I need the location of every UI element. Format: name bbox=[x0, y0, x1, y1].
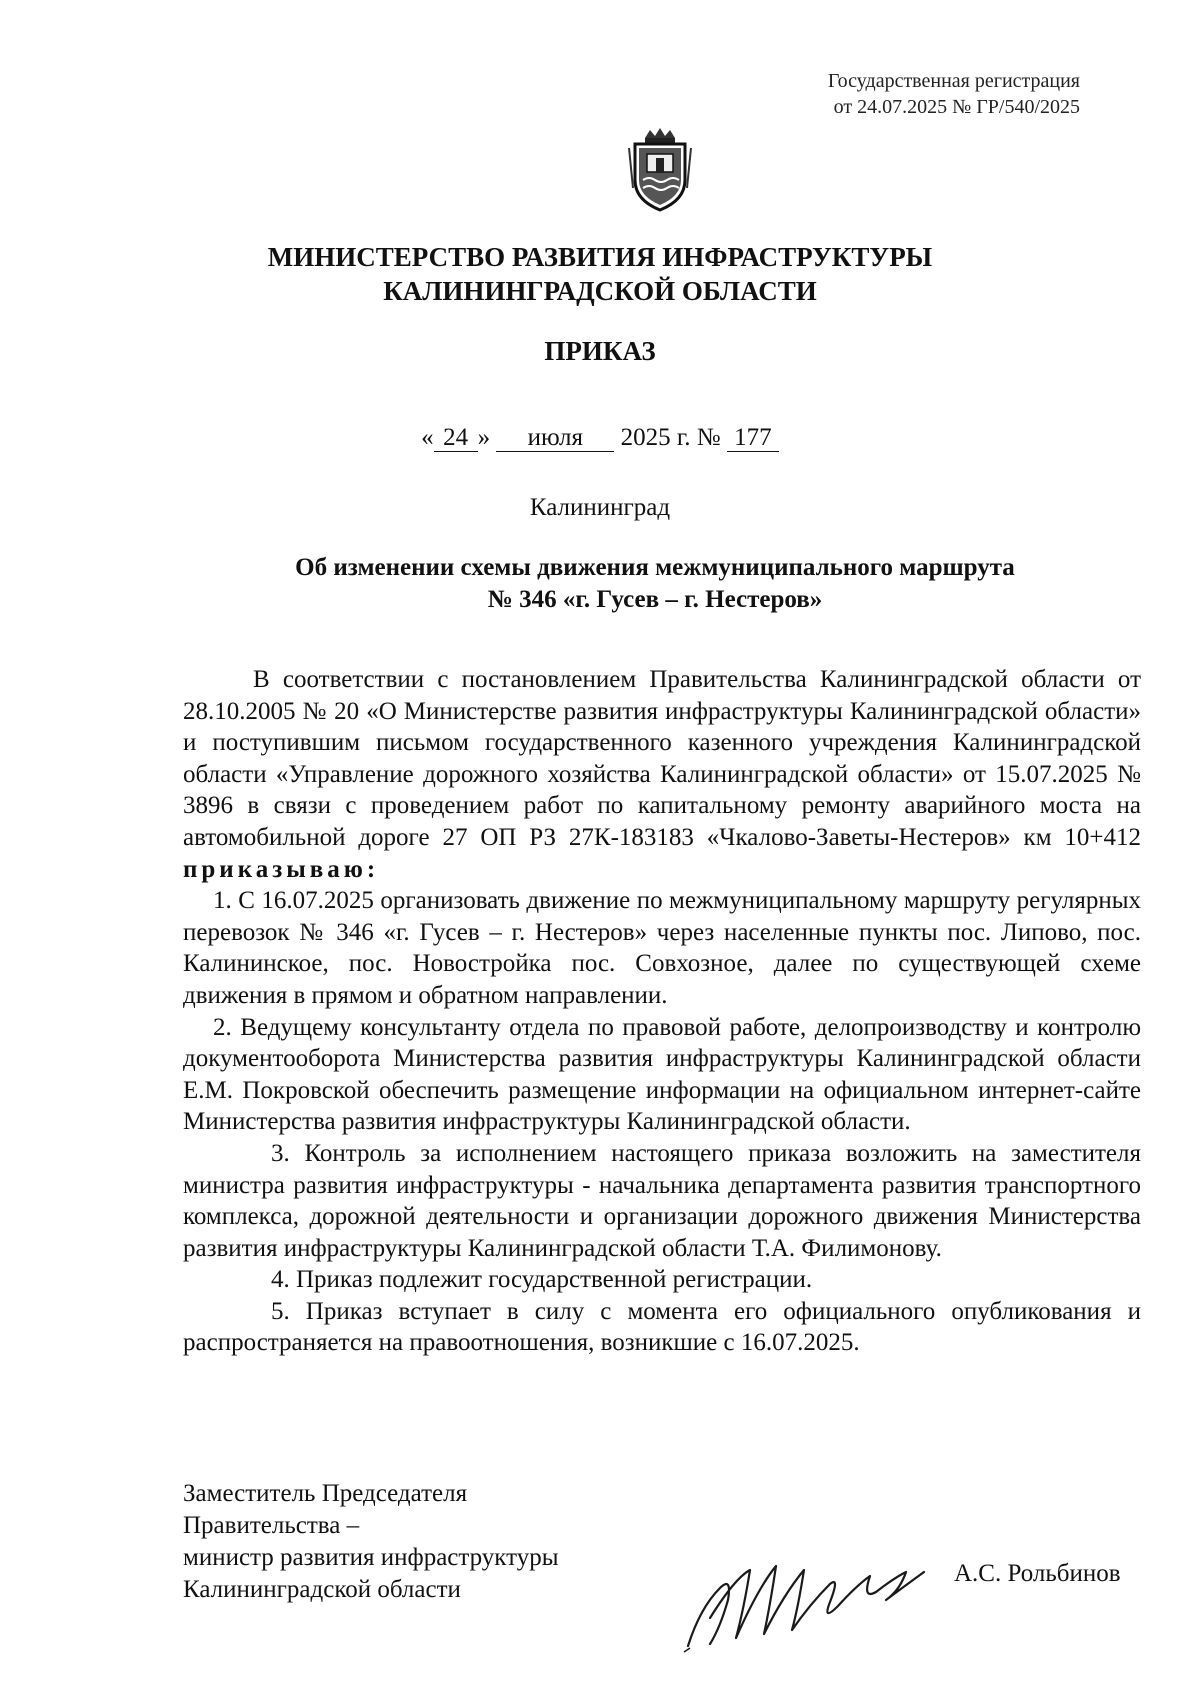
order-item-4: 4. Приказ подлежит государственной регистрации. bbox=[271, 1266, 813, 1294]
signer-title bbox=[183, 1478, 559, 1606]
coat-of-arms-icon bbox=[625, 128, 695, 212]
signer-title-line-3: министр развития инфраструктуры bbox=[183, 1544, 559, 1571]
order-item-5: 5. Приказ вступает в силу с момента его официального опубликования и распространяется на правоотношения, возникшие с 16.07.2025. bbox=[183, 1297, 1141, 1357]
order-word: приказываю: bbox=[183, 855, 380, 883]
preamble-text: В соответствии с постановлением Правительства Калининградской области от 28.10.2005 № 20 «О Министерстве развития инфраструктуры Калининградской области» и поступившим письмом государственного казенного учреждения Калининградской области «Управление дорожного хозяйства Калининградской области» от 15.07.2025 № 3896 в связи с проведением работ по капитальному ремонту аварийного моста на автомобильной дороге 27 ОП РЗ 27К-183183 «Чкалово-Заветы-Нестеров» км 10+412 bbox=[183, 666, 1141, 851]
signer-name: А.С. Рольбинов bbox=[954, 1560, 1121, 1587]
date-year: 2025 г. № bbox=[620, 424, 721, 451]
order-body bbox=[183, 664, 1141, 1359]
signer-title-line-4: Калининградской области bbox=[183, 1576, 461, 1603]
subject-line-1: Об изменении схемы движения межмуниципального маршрута bbox=[295, 554, 1015, 581]
handwritten-signature bbox=[680, 1548, 940, 1658]
registration-stamp bbox=[828, 68, 1080, 120]
date-month: июля bbox=[496, 425, 614, 452]
date-day: 24 bbox=[434, 425, 478, 452]
document-type: ПРИКАЗ bbox=[544, 336, 656, 366]
order-item-1: 1. С 16.07.2025 организовать движение по межмуниципальному маршруту регулярных перевозок № 346 «г. Гусев – г. Нестеров» через населенные пункты пос. Липово, пос. Калининское, пос. Новостройка пос. Совхозное, далее по существующей схеме движения в прямом и обратном направлении. bbox=[183, 887, 1141, 1009]
subject-line-2: № 346 «г. Гусев – г. Нестеров» bbox=[487, 586, 823, 613]
city: Калининград bbox=[529, 494, 671, 521]
order-date-number bbox=[0, 424, 1200, 452]
preamble-paragraph bbox=[183, 664, 1141, 885]
ministry-line-2: КАЛИНИНГРАДСКОЙ ОБЛАСТИ bbox=[383, 276, 817, 306]
date-close-quote: » bbox=[477, 424, 491, 451]
order-item-2: 2. Ведущему консультанту отдела по правовой работе, делопроизводству и контролю документооборота Министерства развития инфраструктуры Калининградской области Е.М. Покровской обеспечить размещение информации на официальном интернет-сайте Министерства развития инфраструктуры Калининградской области. bbox=[183, 1013, 1141, 1136]
signer-title-line-2: Правительства – bbox=[183, 1512, 360, 1539]
date-open-quote: « bbox=[421, 424, 434, 451]
order-item-3: 3. Контроль за исполнением настоящего приказа возложить на заместителя министра развития инфраструктуры - начальника департамента развития транспортного комплекса, дорожной деятельности и организации дорожного движения Министерства развития инфраструктуры Калининградской области Т.А. Филимонову. bbox=[183, 1139, 1141, 1262]
ministry-line-1: МИНИСТЕРСТВО РАЗВИТИЯ ИНФРАСТРУКТУРЫ bbox=[267, 242, 933, 272]
registration-line-1: Государственная регистрация bbox=[827, 70, 1080, 92]
signer-title-line-1: Заместитель Председателя bbox=[183, 1480, 468, 1507]
order-subject bbox=[240, 552, 1070, 616]
order-number: 177 bbox=[727, 425, 779, 452]
registration-line-2: от 24.07.2025 № ГР/540/2025 bbox=[833, 96, 1080, 118]
ministry-name bbox=[0, 240, 1200, 308]
